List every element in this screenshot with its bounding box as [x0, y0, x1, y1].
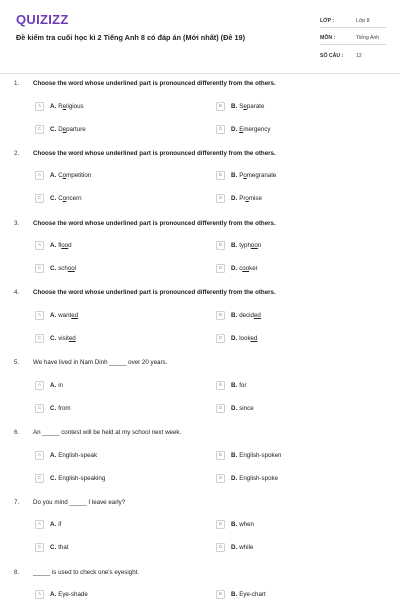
option-letter: C.: [50, 195, 57, 203]
option-text: [50, 521, 61, 528]
option-word-start: want: [58, 311, 72, 319]
option-letter: C.: [50, 125, 57, 133]
option-letter-box: B: [216, 171, 225, 180]
option-text: [231, 521, 254, 528]
option-underlined-part: o: [243, 172, 247, 180]
option-text: [231, 405, 254, 412]
option-text: [50, 475, 105, 482]
question-item: [0, 429, 400, 499]
option-word-start: English-spoke: [239, 474, 279, 482]
meta-label: MÔN :: [320, 35, 336, 41]
option-word-start: from: [58, 404, 71, 412]
option-word-start: in: [58, 381, 64, 389]
option-letter: A.: [50, 591, 57, 599]
option-letter-box: D: [216, 264, 225, 273]
answer-option[interactable]: [35, 543, 69, 553]
option-underlined-part: ed: [250, 334, 258, 342]
option-letter-box: A: [35, 311, 44, 320]
option-word-end: ker: [249, 265, 258, 273]
answer-option[interactable]: [35, 124, 86, 134]
option-letter-box: D: [216, 334, 225, 343]
option-word-start: when: [239, 521, 254, 529]
answer-option[interactable]: [35, 241, 72, 251]
option-letter: B.: [231, 102, 238, 110]
answer-option[interactable]: [216, 473, 278, 483]
option-letter-box: C: [35, 543, 44, 552]
answer-option[interactable]: [35, 194, 82, 204]
option-letter: B.: [231, 451, 238, 459]
option-letter: A.: [50, 102, 57, 110]
question-text: Choose the word whose underlined part is pronounced differently from the others.: [33, 149, 276, 157]
option-letter: D.: [231, 265, 238, 273]
option-underlined-part: oo: [67, 265, 75, 273]
option-text: [231, 335, 257, 342]
question-item: [0, 499, 400, 569]
option-letter-box: B: [216, 102, 225, 111]
option-word-start: R: [58, 102, 63, 110]
option-underlined-part: o: [62, 195, 67, 203]
meta-row-question-count: [320, 45, 386, 62]
option-letter-box: A: [35, 171, 44, 180]
option-text: [50, 103, 84, 110]
option-letter-box: A: [35, 241, 44, 250]
option-word-end: ligious: [66, 102, 84, 110]
meta-value: 12: [356, 53, 362, 59]
option-word-end: parate: [246, 102, 265, 110]
question-number: 3.: [14, 219, 20, 227]
option-letter: D.: [231, 544, 238, 552]
option-letter-box: C: [35, 194, 44, 203]
option-letter-box: C: [35, 125, 44, 134]
option-word-end: mergency: [243, 125, 271, 133]
option-word-start: English-speak: [58, 451, 98, 459]
answer-option[interactable]: [216, 450, 282, 460]
answer-option[interactable]: [216, 310, 261, 320]
option-word-end: d: [68, 242, 72, 250]
option-word-start: S: [239, 102, 244, 110]
question-text: Choose the word whose underlined part is pronounced differently from the others.: [33, 80, 276, 87]
option-letter: B.: [231, 521, 238, 529]
meta-value: Tiếng Anh: [356, 35, 380, 41]
meta-table: [320, 11, 386, 62]
answer-option[interactable]: [216, 264, 258, 274]
option-letter: B.: [231, 242, 238, 250]
option-letter: B.: [231, 381, 238, 389]
meta-row-class: [320, 11, 386, 28]
answer-option[interactable]: [35, 590, 88, 600]
option-text: [50, 382, 63, 389]
option-word-start: fl: [58, 242, 62, 250]
option-word-start: decid: [239, 311, 254, 319]
option-word-start: since: [239, 404, 254, 412]
option-underlined-part: e: [62, 125, 67, 133]
option-letter: A.: [50, 172, 57, 180]
option-letter-box: C: [35, 334, 44, 343]
option-text: [231, 591, 266, 598]
option-word-start: Eye-shade: [58, 591, 88, 599]
option-letter-box: B: [216, 590, 225, 599]
question-number: 8.: [14, 568, 20, 576]
answer-option[interactable]: [35, 333, 76, 343]
option-letter-box: B: [216, 520, 225, 529]
option-letter-box: C: [35, 404, 44, 413]
option-letter: D.: [231, 125, 238, 133]
option-letter-box: D: [216, 543, 225, 552]
question-item: [0, 80, 400, 150]
option-text: [231, 195, 262, 202]
option-word-end: ncern: [66, 195, 82, 203]
option-word-start: c: [239, 265, 243, 273]
option-text: [231, 172, 276, 179]
option-underlined-part: o: [245, 195, 249, 203]
option-letter: A.: [50, 451, 57, 459]
option-word-start: Pr: [239, 195, 246, 203]
question-item: [0, 359, 400, 429]
answer-option[interactable]: [216, 171, 276, 181]
answer-option[interactable]: [35, 310, 78, 320]
header-divider: [0, 73, 400, 74]
option-word-start: English-speaking: [58, 474, 106, 482]
question-item: [0, 569, 400, 600]
option-text: [231, 103, 264, 110]
option-letter-box: D: [216, 404, 225, 413]
option-letter-box: D: [216, 474, 225, 483]
option-letter-box: C: [35, 264, 44, 273]
question-number: 6.: [14, 429, 20, 436]
question-text: Choose the word whose underlined part is pronounced differently from the others.: [33, 219, 276, 227]
answer-option[interactable]: [216, 380, 246, 390]
question-text: We have lived in Nam Dinh _____ over 20 years.: [33, 359, 168, 367]
option-letter-box: B: [216, 451, 225, 460]
option-letter: A.: [50, 521, 57, 529]
option-word-end: mise: [248, 195, 262, 203]
meta-label: SỐ CÂU :: [320, 53, 344, 59]
answer-option[interactable]: [216, 101, 264, 111]
option-text: [231, 265, 258, 272]
option-letter: D.: [231, 474, 238, 482]
option-word-start: that: [58, 544, 69, 552]
option-letter: A.: [50, 381, 57, 389]
option-letter-box: B: [216, 311, 225, 320]
answer-option[interactable]: [35, 403, 71, 413]
meta-value: Lớp 8: [356, 18, 370, 24]
option-text: [50, 265, 76, 272]
option-text: [231, 242, 261, 249]
option-text: [231, 544, 253, 551]
option-word-start: English-spoken: [239, 451, 282, 459]
option-letter: B.: [231, 311, 238, 319]
option-word-start: Eye-chart: [239, 591, 266, 599]
answer-option[interactable]: [216, 403, 254, 413]
option-word-start: C: [58, 172, 63, 180]
option-word-start: D: [58, 125, 63, 133]
option-underlined-part: ed: [253, 311, 261, 319]
answer-option[interactable]: [35, 520, 61, 530]
answer-option[interactable]: [216, 543, 253, 553]
option-letter: D.: [231, 404, 238, 412]
option-word-start: sch: [58, 265, 68, 273]
page-header: [0, 0, 400, 74]
option-letter-box: A: [35, 520, 44, 529]
option-underlined-part: e: [62, 102, 67, 110]
option-text: [231, 312, 261, 319]
answer-option[interactable]: [216, 333, 257, 343]
option-word-end: megranate: [246, 172, 277, 180]
question-item: [0, 289, 400, 359]
option-text: [50, 242, 72, 249]
option-text: [50, 544, 69, 551]
answer-option[interactable]: [216, 241, 261, 251]
option-word-start: for: [239, 381, 247, 389]
option-letter: C.: [50, 265, 57, 273]
option-letter-box: A: [35, 381, 44, 390]
question-number: 1.: [14, 80, 20, 87]
option-letter: A.: [50, 311, 57, 319]
question-item: [0, 220, 400, 290]
document-title: Đề kiểm tra cuối học kì 2 Tiếng Anh 8 có đáp án (Mới nhất) (Đề 19): [16, 33, 246, 42]
option-text: [231, 382, 246, 389]
answer-option[interactable]: [216, 124, 271, 134]
question-text: Choose the word whose underlined part is pronounced differently from the others.: [33, 289, 276, 297]
option-word-start: while: [239, 544, 254, 552]
answer-option[interactable]: [35, 473, 105, 483]
option-word-start: look: [239, 334, 251, 342]
answer-option[interactable]: [35, 450, 97, 460]
option-text: [50, 312, 78, 319]
option-underlined-part: o: [62, 172, 67, 180]
question-number: 7.: [14, 498, 20, 506]
option-text: [231, 475, 278, 482]
option-underlined-part: ed: [68, 334, 76, 342]
meta-row-subject: [320, 28, 386, 45]
option-letter: D.: [231, 334, 238, 342]
quizizz-logo: QUIZIZZ: [16, 12, 69, 27]
question-text: An _____ contest will be held at my school next week.: [33, 429, 182, 436]
option-letter: D.: [231, 195, 238, 203]
option-letter: C.: [50, 474, 57, 482]
option-word-start: typh: [239, 242, 251, 250]
option-letter: A.: [50, 242, 57, 250]
option-text: [231, 452, 282, 459]
question-number: 5.: [14, 359, 20, 367]
option-text: [50, 126, 86, 133]
option-letter: C.: [50, 334, 57, 342]
option-text: [231, 126, 271, 133]
option-text: [50, 172, 91, 179]
option-word-end: parture: [66, 125, 86, 133]
option-word-start: visit: [58, 334, 69, 342]
option-word-end: mpetition: [66, 172, 92, 180]
option-underlined-part: E: [239, 125, 244, 133]
option-word-end: l: [74, 265, 77, 273]
option-letter: B.: [231, 591, 238, 599]
option-text: [50, 195, 82, 202]
option-letter: B.: [231, 172, 238, 180]
answer-option[interactable]: [216, 590, 266, 600]
option-text: [50, 335, 76, 342]
meta-label: LỚP :: [320, 18, 335, 24]
option-underlined-part: oo: [250, 242, 258, 250]
answer-option[interactable]: [35, 264, 76, 274]
question-text: _____ is used to check one's eyesight.: [33, 568, 140, 576]
option-letter-box: A: [35, 451, 44, 460]
option-word-start: C: [58, 195, 63, 203]
question-number: 4.: [14, 289, 20, 297]
option-text: [50, 452, 97, 459]
option-word-start: P: [239, 172, 244, 180]
option-underlined-part: oo: [61, 242, 69, 250]
option-letter-box: B: [216, 381, 225, 390]
answer-option[interactable]: [35, 380, 63, 390]
question-item: [0, 150, 400, 220]
option-word-end: n: [257, 242, 262, 250]
option-underlined-part: ed: [71, 311, 79, 319]
option-letter-box: A: [35, 102, 44, 111]
answer-option[interactable]: [35, 171, 91, 181]
question-text: Do you mind _____ I leave early?: [33, 498, 126, 506]
option-underlined-part: e: [243, 102, 247, 110]
option-text: [50, 591, 88, 598]
question-number: 2.: [14, 149, 20, 157]
option-text: [50, 405, 71, 412]
answer-option[interactable]: [216, 194, 262, 204]
option-letter-box: D: [216, 194, 225, 203]
option-letter-box: D: [216, 125, 225, 134]
answer-option[interactable]: [216, 520, 254, 530]
option-letter-box: A: [35, 590, 44, 599]
option-letter-box: B: [216, 241, 225, 250]
option-letter: C.: [50, 404, 57, 412]
option-letter: C.: [50, 544, 57, 552]
answer-option[interactable]: [35, 101, 84, 111]
option-underlined-part: oo: [242, 265, 250, 273]
option-letter-box: C: [35, 474, 44, 483]
option-word-start: if: [58, 521, 62, 529]
